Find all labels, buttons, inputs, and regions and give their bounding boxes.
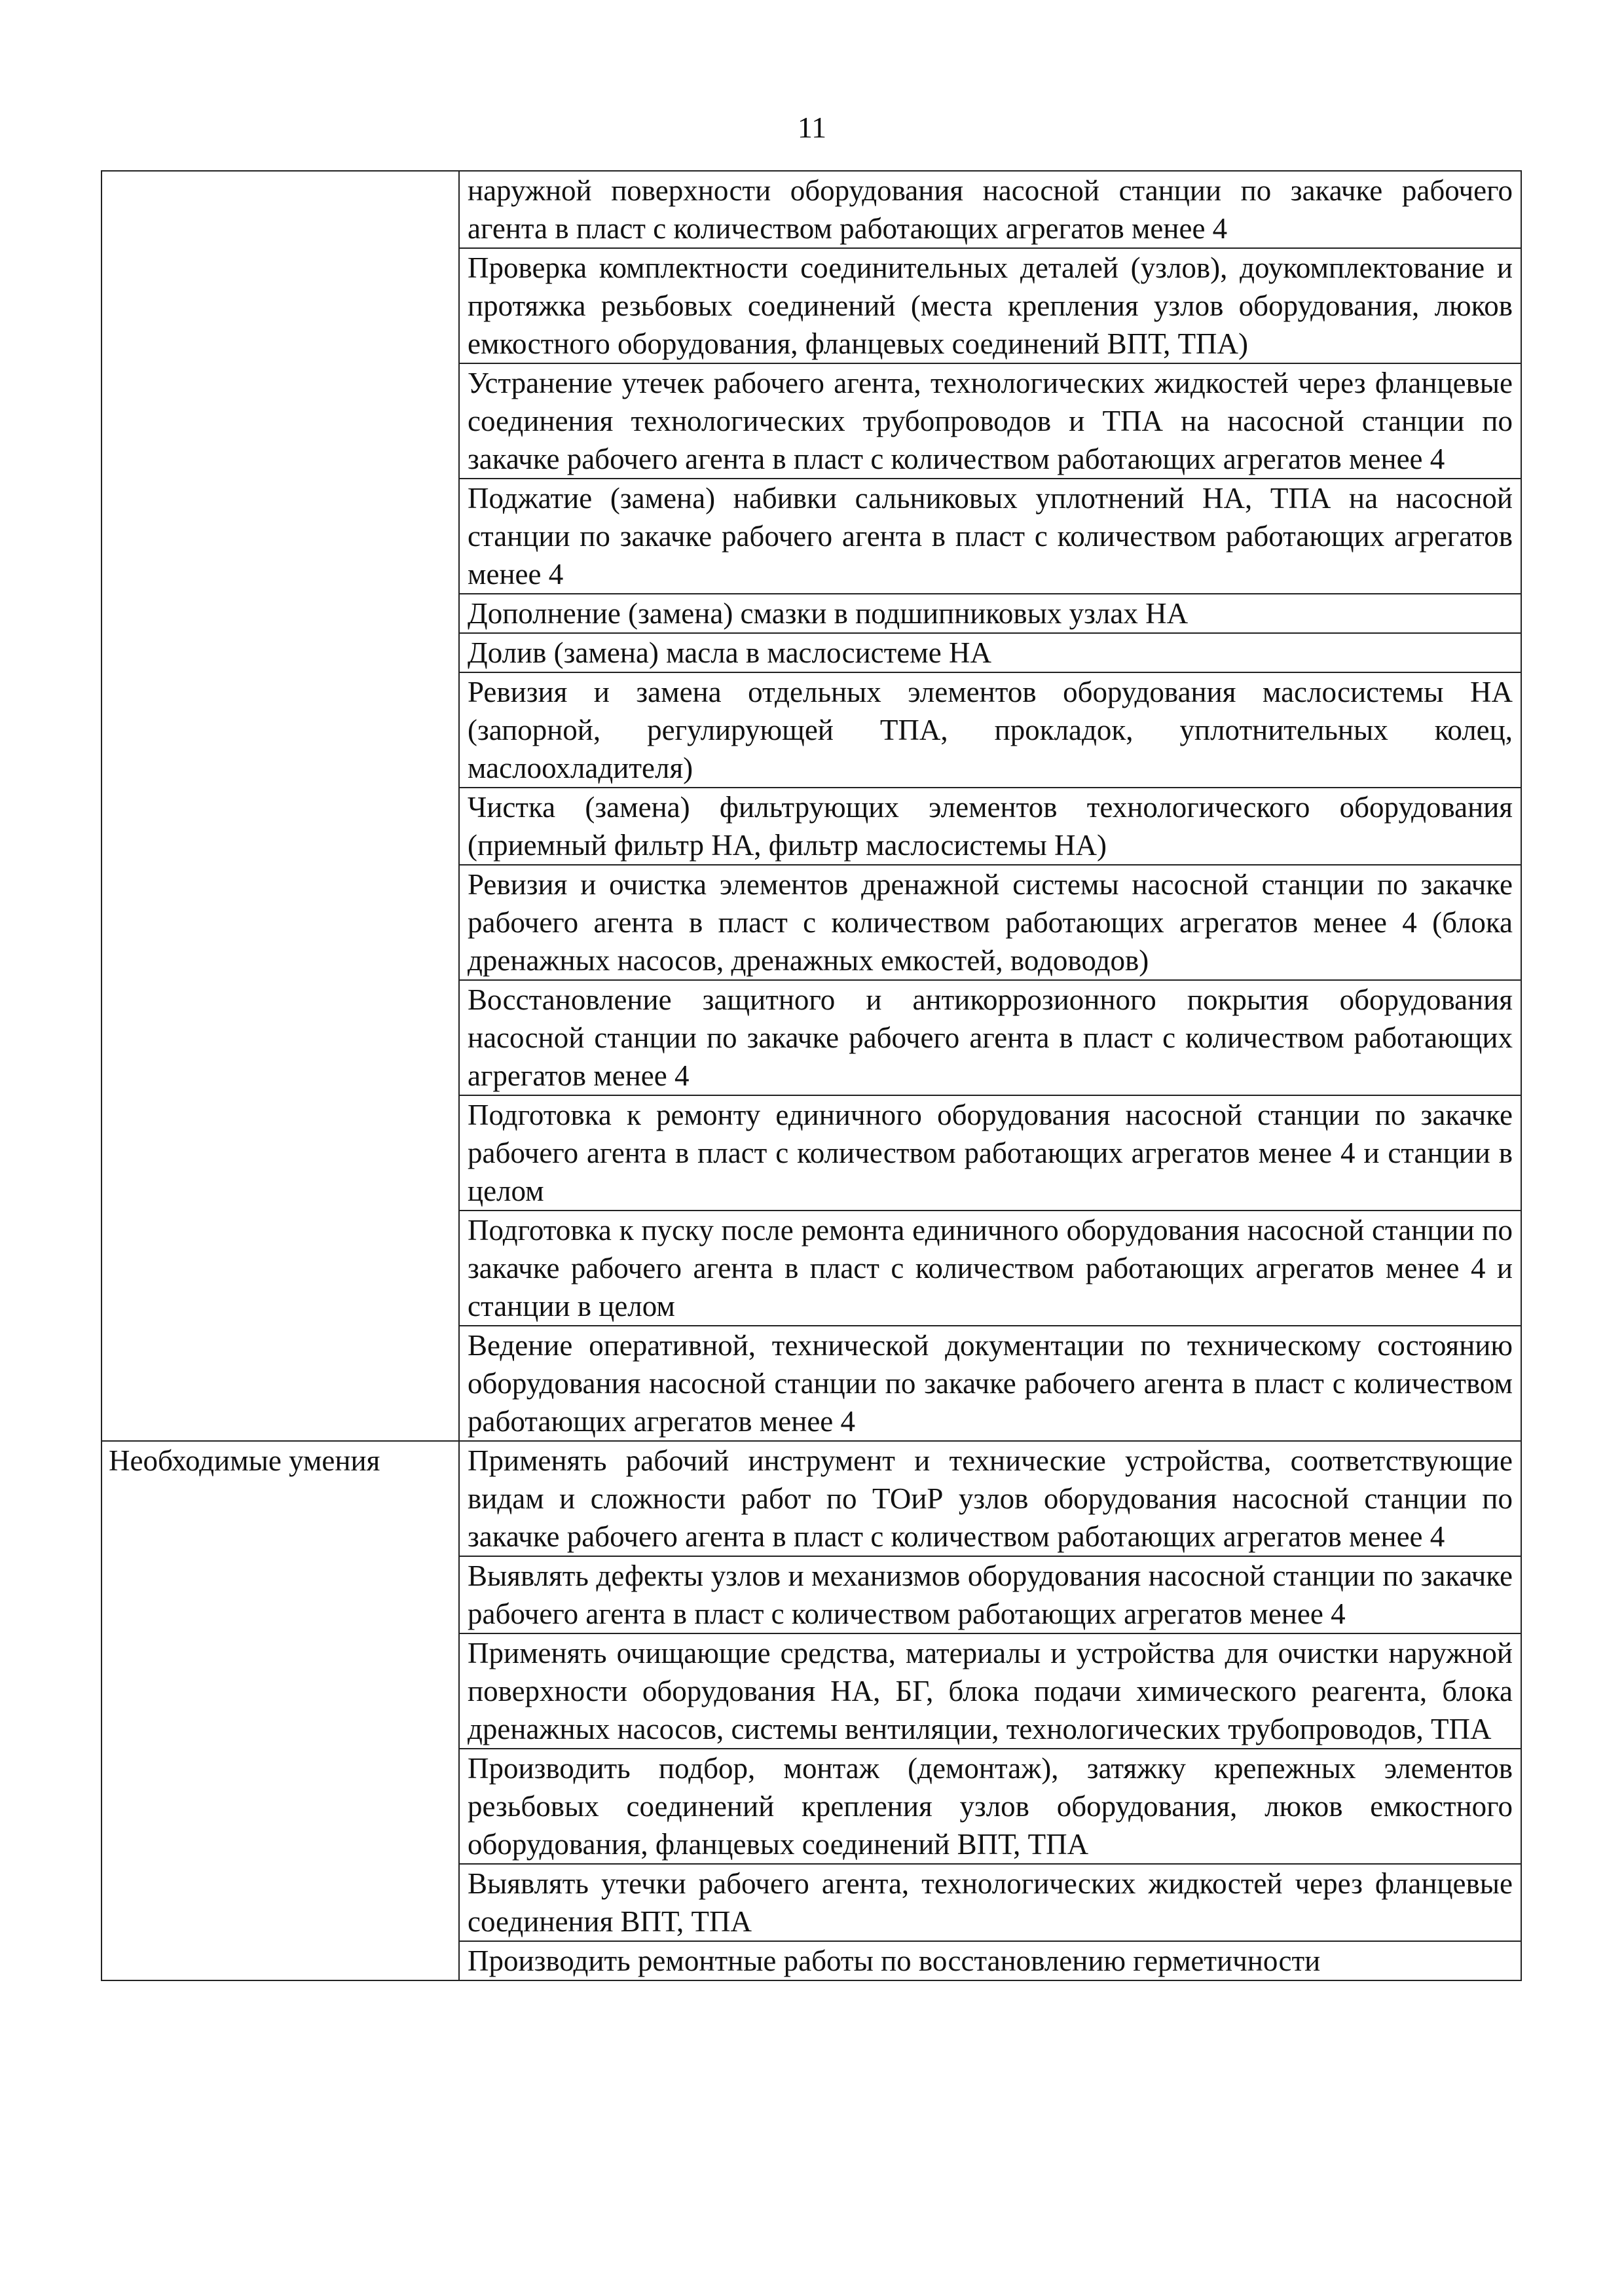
cell-text: Применять рабочий инструмент и технические устройства, соответствующие видам и сложности работ по ТОиР узлов оборудования насосной станции по закачке рабочего агента в пласт с количеством работающих агрегатов менее 4 xyxy=(468,1444,1513,1553)
cell-text: Подготовка к пуску после ремонта единичного оборудования насосной станции по закачке рабочего агента в пласт с количеством работающих агрегатов менее 4 и станции в целом xyxy=(468,1214,1513,1322)
cell-text: Устранение утечек рабочего агента, технологических жидкостей через фланцевые соединения технологических трубопроводов и ТПА на насосной станции по закачке рабочего агента в пласт с количеством работающих агрегатов менее 4 xyxy=(468,367,1513,475)
table-cell xyxy=(459,865,1521,980)
cell-text: Подготовка к ремонту единичного оборудования насосной станции по закачке рабочего агента в пласт с количеством работающих агрегатов менее 4 и станции в целом xyxy=(468,1099,1513,1207)
table-cell xyxy=(459,1941,1521,1980)
cell-text: Производить ремонтные работы по восстановлению герметичности xyxy=(468,1944,1321,1977)
requirements-table xyxy=(101,170,1522,1981)
cell-text: Ревизия и замена отдельных элементов оборудования маслосистемы НА (запорной, регулирующей ТПА, прокладок, уплотнительных колец, маслоохладителя) xyxy=(468,676,1513,784)
cell-text: Чистка (замена) фильтрующих элементов технологического оборудования (приемный фильтр НА, фильтр маслосистемы НА) xyxy=(468,791,1513,862)
cell-text: Применять очищающие средства, материалы и устройства для очистки наружной поверхности оборудования НА, БГ, блока подачи химического реагента, блока дренажных насосов, системы вентиляции, технологических трубопроводов, ТПА xyxy=(468,1637,1513,1745)
table-cell xyxy=(459,248,1521,363)
cell-text: Проверка комплектности соединительных деталей (узлов), доукомплектование и протяжка резьбовых соединений (места крепления узлов оборудования, люков емкостного оборудования, фланцевых соединений ВПТ, ТПА) xyxy=(468,251,1513,360)
section-label-cell-empty xyxy=(101,171,459,1441)
table-cell xyxy=(459,171,1521,248)
table-row xyxy=(101,171,1521,248)
cell-text: Выявлять утечки рабочего агента, технологических жидкостей через фланцевые соединения ВПТ, ТПА xyxy=(468,1867,1513,1938)
cell-text: Долив (замена) масла в маслосистеме НА xyxy=(468,636,991,669)
page-number: 11 xyxy=(797,111,827,144)
section-label-cell xyxy=(101,1441,459,1980)
table-cell xyxy=(459,980,1521,1095)
table-cell xyxy=(459,1441,1521,1556)
table-cell xyxy=(459,788,1521,865)
table-cell xyxy=(459,1556,1521,1633)
table-cell xyxy=(459,633,1521,672)
table-cell xyxy=(459,1749,1521,1864)
table-cell xyxy=(459,1211,1521,1326)
section-label-skills: Необходимые умения xyxy=(109,1444,380,1477)
table-cell xyxy=(459,479,1521,594)
cell-text: Дополнение (замена) смазки в подшипниковых узлах НА xyxy=(468,597,1189,630)
cell-text: наружной поверхности оборудования насосной станции по закачке рабочего агента в пласт с количеством работающих агрегатов менее 4 xyxy=(468,174,1513,245)
table-cell xyxy=(459,594,1521,633)
table-row xyxy=(101,1441,1521,1556)
cell-text: Восстановление защитного и антикоррозионного покрытия оборудования насосной станции по закачке рабочего агента в пласт с количеством работающих агрегатов менее 4 xyxy=(468,983,1513,1092)
table-cell xyxy=(459,1633,1521,1749)
table-cell xyxy=(459,363,1521,479)
cell-text: Выявлять дефекты узлов и механизмов оборудования насосной станции по закачке рабочего агента в пласт с количеством работающих агрегатов менее 4 xyxy=(468,1559,1513,1630)
cell-text: Поджатие (замена) набивки сальниковых уплотнений НА, ТПА на насосной станции по закачке рабочего агента в пласт с количеством работающих агрегатов менее 4 xyxy=(468,482,1513,591)
table-cell xyxy=(459,672,1521,788)
table-cell xyxy=(459,1326,1521,1441)
cell-text: Производить подбор, монтаж (демонтаж), затяжку крепежных элементов резьбовых соединений крепления узлов оборудования, люков емкостного оборудования, фланцевых соединений ВПТ, ТПА xyxy=(468,1752,1513,1861)
cell-text: Ведение оперативной, технической документации по техническому состоянию оборудования насосной станции по закачке рабочего агента в пласт с количеством работающих агрегатов менее 4 xyxy=(468,1329,1513,1438)
cell-text: Ревизия и очистка элементов дренажной системы насосной станции по закачке рабочего агента в пласт с количеством работающих агрегатов менее 4 (блока дренажных насосов, дренажных емкостей, водоводов) xyxy=(468,868,1513,977)
table-cell xyxy=(459,1095,1521,1211)
table-cell xyxy=(459,1864,1521,1941)
